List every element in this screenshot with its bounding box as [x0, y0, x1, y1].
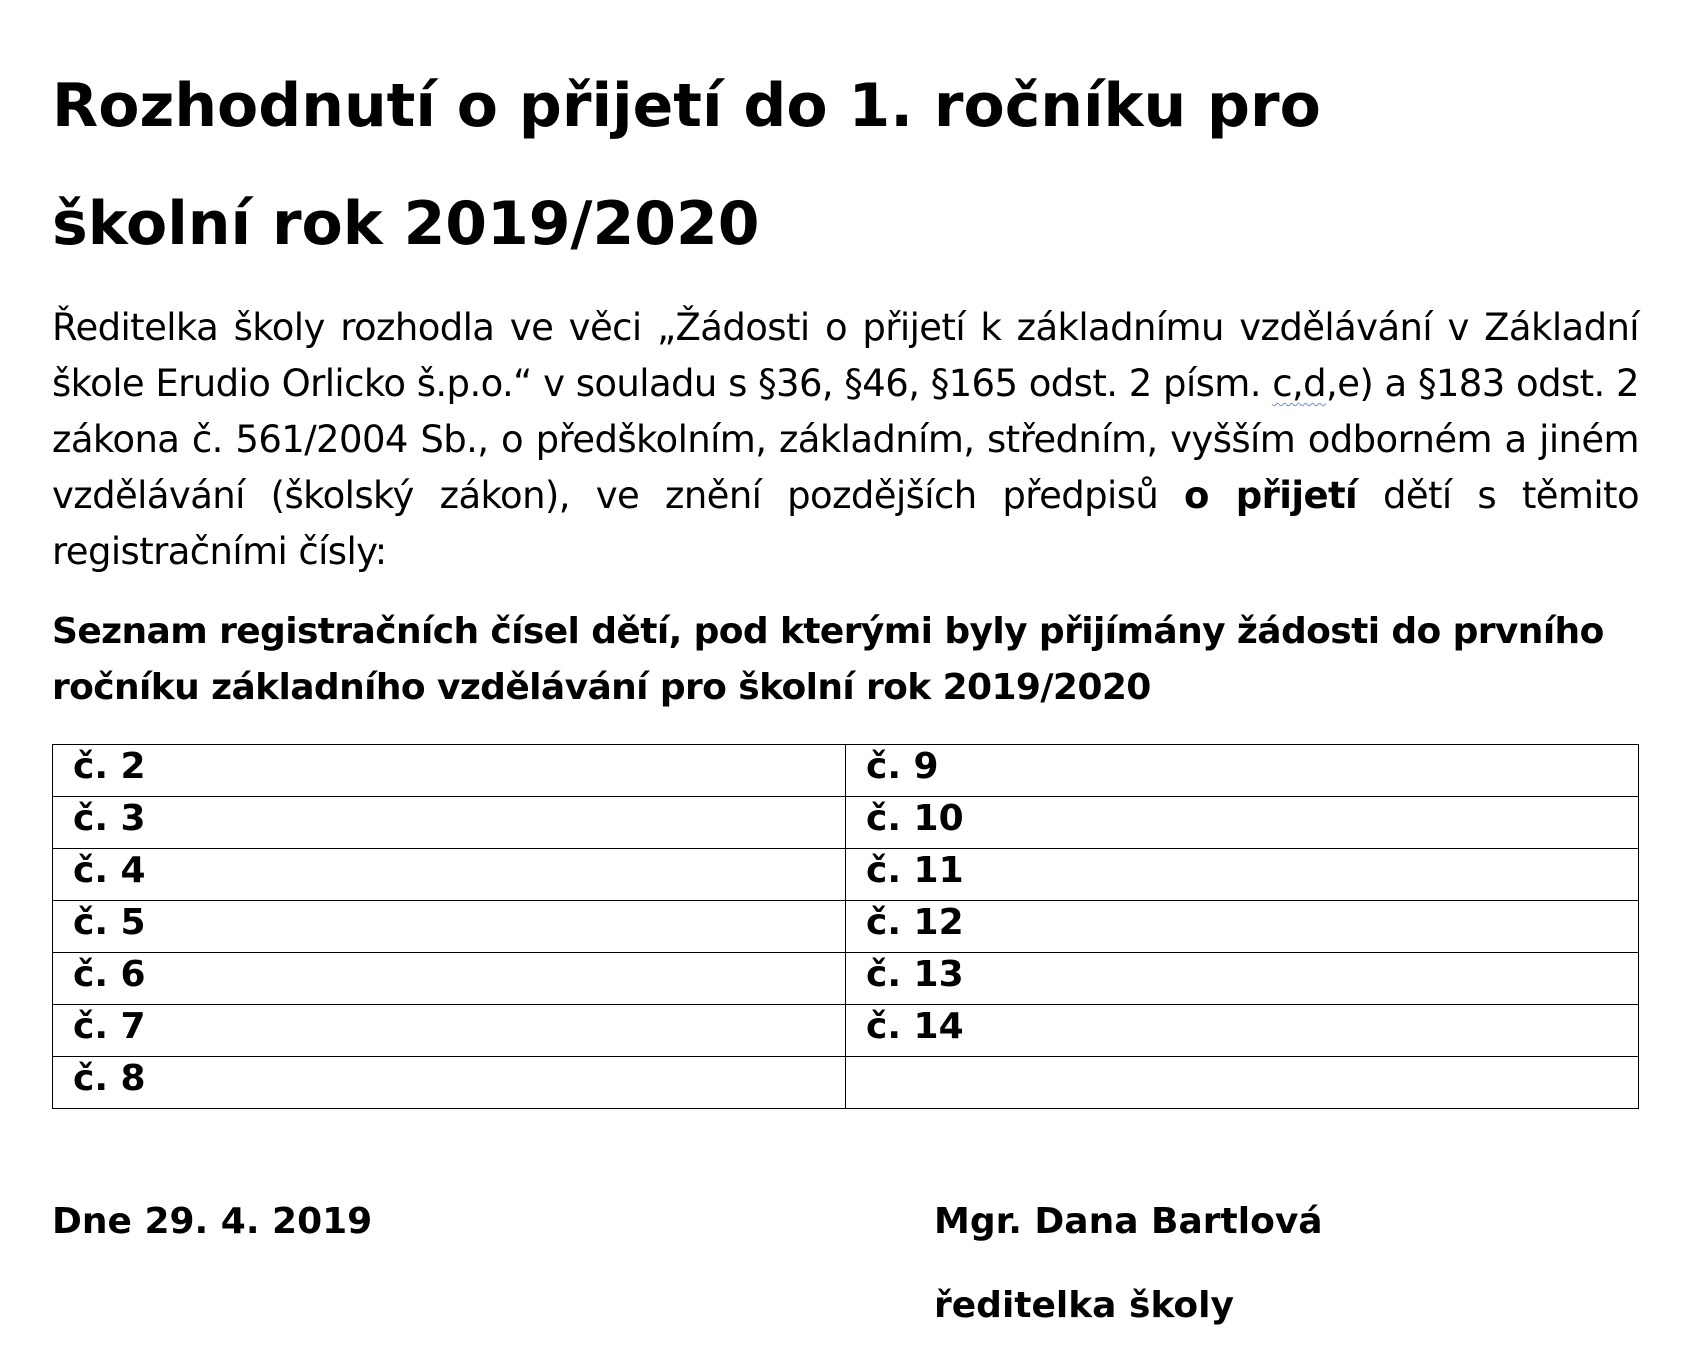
table-row	[53, 745, 1639, 797]
table-row	[53, 901, 1639, 953]
table-row	[53, 797, 1639, 849]
table-cell: č. 6	[53, 953, 846, 1005]
paragraph-text-end: dětí s těmito registračními čísly:	[52, 474, 1639, 573]
table-cell: č. 11	[846, 849, 1639, 901]
document-title-line-2: školní rok 2019/2020	[52, 189, 760, 259]
signature-block	[934, 1200, 1323, 1328]
table-cell: č. 2	[53, 745, 846, 797]
table-cell: č. 5	[53, 901, 846, 953]
table-row	[53, 849, 1639, 901]
document-title-line-1: Rozhodnutí o přijetí do 1. ročníku pro	[52, 71, 1321, 141]
paragraph-emphasis: o přijetí	[1184, 474, 1358, 517]
table-cell: č. 3	[53, 797, 846, 849]
table-cell: č. 13	[846, 953, 1639, 1005]
table-row	[53, 1005, 1639, 1057]
table-cell: č. 4	[53, 849, 846, 901]
table-cell: č. 8	[53, 1057, 846, 1109]
table-row	[53, 1057, 1639, 1109]
table-cell: č. 9	[846, 745, 1639, 797]
paragraph-text-start: Ředitelka školy rozhodla ve věci „Žádosti o přijetí k základnímu vzdělávání v Základní škole Erudio Orlicko š.p.o.“ v souladu s §36, §46, §165 odst. 2 písm.	[52, 306, 1639, 405]
registration-numbers-table	[52, 744, 1639, 1109]
paragraph-text-middle: ,e) a §183 odst. 2 zákona č. 561/2004 Sb., o předškolním, základním, středním, vyšším odborném a jiném vzdělávání (školský zákon), ve znění pozdějších předpisů	[52, 362, 1639, 517]
table-cell: č. 10	[846, 797, 1639, 849]
table-cell: č. 14	[846, 1005, 1639, 1057]
table-cell: č. 7	[53, 1005, 846, 1057]
table-row	[53, 953, 1639, 1005]
table-cell: č. 12	[846, 901, 1639, 953]
decision-paragraph	[52, 300, 1639, 580]
registration-list-heading: Seznam registračních čísel dětí, pod kterými byly přijímány žádosti do prvního ročníku základního vzdělávání pro školní rok 2019/2020	[52, 611, 1604, 708]
signatory-name: Mgr. Dana Bartlová	[934, 1201, 1323, 1242]
signatory-role: ředitelka školy	[934, 1285, 1234, 1326]
spellcheck-flagged-word[interactable]: c,d	[1272, 362, 1327, 405]
decision-date: Dne 29. 4. 2019	[52, 1201, 373, 1242]
table-cell	[846, 1057, 1639, 1109]
